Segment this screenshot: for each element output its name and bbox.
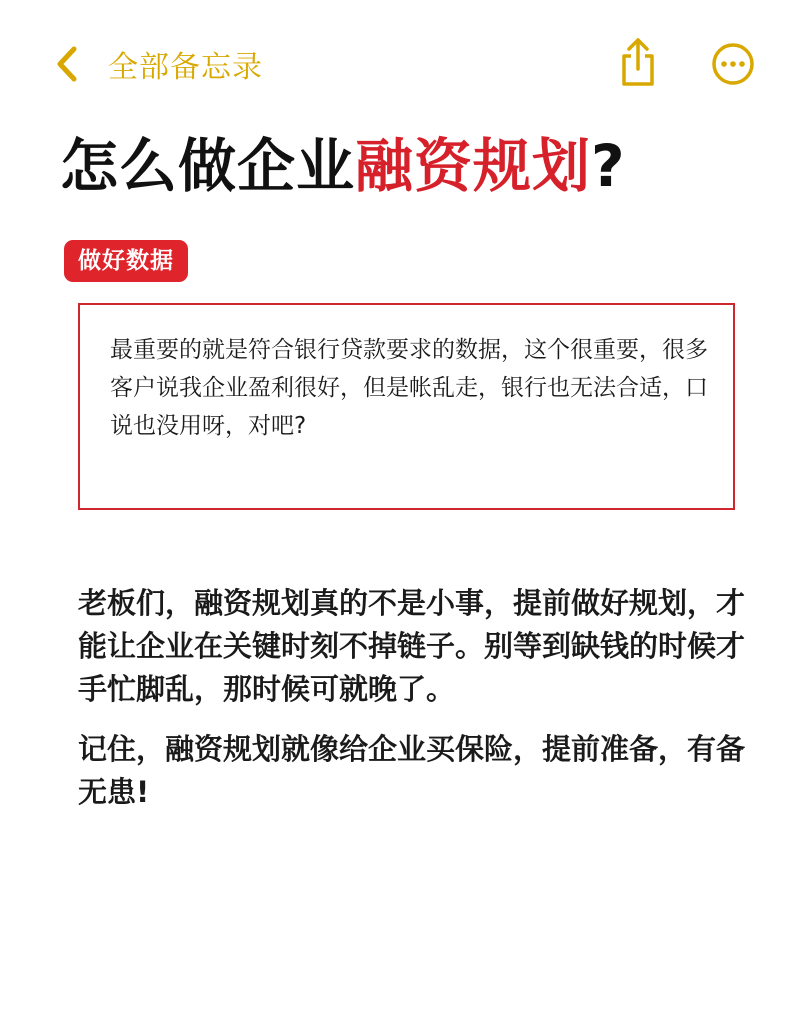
chevron-left-icon	[52, 44, 82, 84]
title-highlight: 融资规划	[355, 132, 592, 200]
body-paragraph-2: 记住，融资规划就像给企业买保险，提前准备，有备无患!	[78, 732, 746, 809]
back-button[interactable]	[52, 40, 263, 88]
quote-text: 最重要的就是符合银行贷款要求的数据，这个很重要，很多客户说我企业盈利很好，但是帐乱走，银行也无法合适，口说也没用呀，对吧?	[110, 337, 708, 439]
navigation-bar	[0, 0, 800, 120]
page-title	[60, 128, 626, 204]
share-icon	[618, 36, 658, 88]
title-question-mark: ?	[591, 132, 626, 200]
body-paragraph-1: 老板们，融资规划真的不是小事，提前做好规划，才能让企业在关键时刻不掉链子。别等到缺钱的时候才手忙脚乱，那时候可就晚了。	[78, 586, 746, 706]
back-label: 全部备忘录	[108, 50, 263, 85]
section-tag: 做好数据	[64, 240, 188, 282]
more-options-button[interactable]	[711, 42, 755, 86]
more-icon	[711, 42, 755, 86]
title-text: 怎么做企业	[60, 132, 356, 200]
share-button[interactable]	[618, 36, 658, 88]
quote-box	[78, 303, 735, 510]
